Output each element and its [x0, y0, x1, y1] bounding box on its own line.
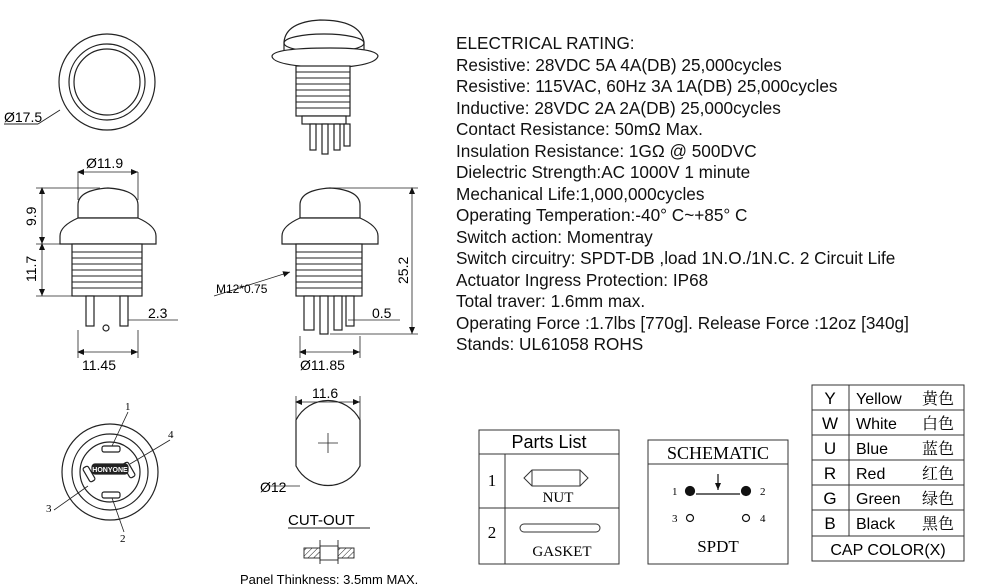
color-code-g: G: [823, 489, 837, 508]
color-code-w: W: [821, 414, 839, 433]
color-code-y: Y: [824, 389, 836, 408]
parts-list-title: Parts List: [511, 432, 587, 452]
rating-line: Resistive: 28VDC 5A 4A(DB) 25,000cycles: [456, 54, 782, 75]
side-view-right: [282, 188, 378, 334]
color-en-g: Green: [856, 491, 901, 508]
pin2-label: 2: [120, 533, 126, 545]
rating-line: Stands: UL61058 ROHS: [456, 334, 644, 354]
color-zh-b: 黑色: [922, 516, 955, 533]
rating-line: Total traver: 1.6mm max.: [456, 291, 646, 311]
rating-line: Operating Force :1.7lbs [770g]. Release Force :12oz [340g]: [456, 312, 909, 333]
sch-pin4-label: 4: [760, 513, 766, 525]
part-2-name: GASKET: [532, 544, 592, 560]
rating-heading: ELECTRICAL RATING:: [456, 33, 635, 53]
rating-line: Switch circuitry: SPDT-DB ,load 1N.O./1N.C. 2 Circuit Life: [456, 248, 896, 268]
terminal-offset-label: 2.3: [148, 305, 168, 321]
sch-pin2-label: 2: [760, 486, 766, 498]
panel-section: [304, 540, 354, 564]
cap-height-label: 9.9: [23, 206, 39, 226]
cutout-diameter-label: Ø12: [260, 479, 287, 495]
total-height-label: 25.2: [395, 256, 411, 284]
rating-line: Operating Temperation:-40° C~+85° C: [456, 205, 748, 225]
rating-line: Mechanical Life:1,000,000cycles: [456, 183, 705, 204]
sch-pin1-label: 1: [672, 486, 678, 498]
rating-line: Resistive: 115VAC, 60Hz 3A 1A(DB) 25,000cycles: [456, 76, 838, 96]
color-en-y: Yellow: [856, 391, 902, 408]
part-2-number: 2: [487, 523, 497, 542]
brand-label: HONYONE: [92, 467, 128, 474]
color-code-r: R: [823, 464, 837, 483]
panel-note: Panel Thinkness: 3.5mm MAX.: [240, 572, 419, 587]
thread-label: M12*0.75: [216, 282, 268, 296]
schematic-symbol: [686, 474, 751, 522]
rating-line: Switch action: Momentray: [456, 226, 653, 247]
color-zh-y: 黄色: [922, 391, 955, 408]
color-zh-w: 白色: [922, 416, 955, 433]
color-zh-g: 绿色: [922, 491, 955, 508]
schematic-title: SCHEMATIC: [666, 443, 770, 463]
side-view-left: [60, 188, 156, 331]
body-height-label: 11.7: [23, 255, 39, 282]
body-diameter-label: Ø11.85: [300, 357, 345, 373]
color-zh-u: 蓝色: [922, 441, 955, 458]
schematic-type: SPDT: [697, 537, 739, 556]
nut-icon: [524, 470, 588, 486]
top-diameter-label: Ø17.5: [4, 109, 43, 125]
rating-line: Dielectric Strength:AC 1000V 1 minute: [456, 162, 751, 182]
pin4-label: 4: [168, 429, 174, 441]
part-1-number: 1: [487, 471, 497, 490]
pin3-label: 3: [46, 503, 52, 515]
color-en-w: White: [856, 416, 897, 433]
electrical-rating-block: [456, 33, 909, 356]
rating-line: Actuator Ingress Protection: IP68: [456, 269, 709, 290]
perspective-view: [272, 20, 378, 154]
gap-label: 0.5: [372, 305, 392, 321]
rating-line: Inductive: 28VDC 2A 2A(DB) 25,000cycles: [456, 97, 781, 118]
pin1-label: 1: [125, 401, 131, 413]
rating-line: Insulation Resistance: 1GΩ @ 500DVC: [456, 140, 757, 161]
cutout-flat-label: 11.6: [312, 385, 339, 401]
cutout-title: CUT-OUT: [288, 512, 355, 529]
color-en-r: Red: [856, 466, 886, 483]
cutout-shape: [270, 396, 360, 486]
cap-color-footer: CAP COLOR(X): [830, 542, 946, 559]
color-code-b: B: [824, 514, 836, 533]
color-en-b: Black: [856, 516, 896, 533]
base-width-label: 11.45: [82, 357, 116, 373]
color-code-u: U: [823, 439, 837, 458]
part-1-name: NUT: [542, 490, 574, 506]
rating-line: Contact Resistance: 50mΩ Max.: [456, 119, 703, 139]
gasket-icon: [520, 524, 600, 532]
sch-pin3-label: 3: [672, 513, 678, 525]
color-zh-r: 红色: [922, 466, 955, 483]
cap-diameter-label: Ø11.9: [86, 155, 124, 171]
color-en-u: Blue: [856, 441, 889, 458]
